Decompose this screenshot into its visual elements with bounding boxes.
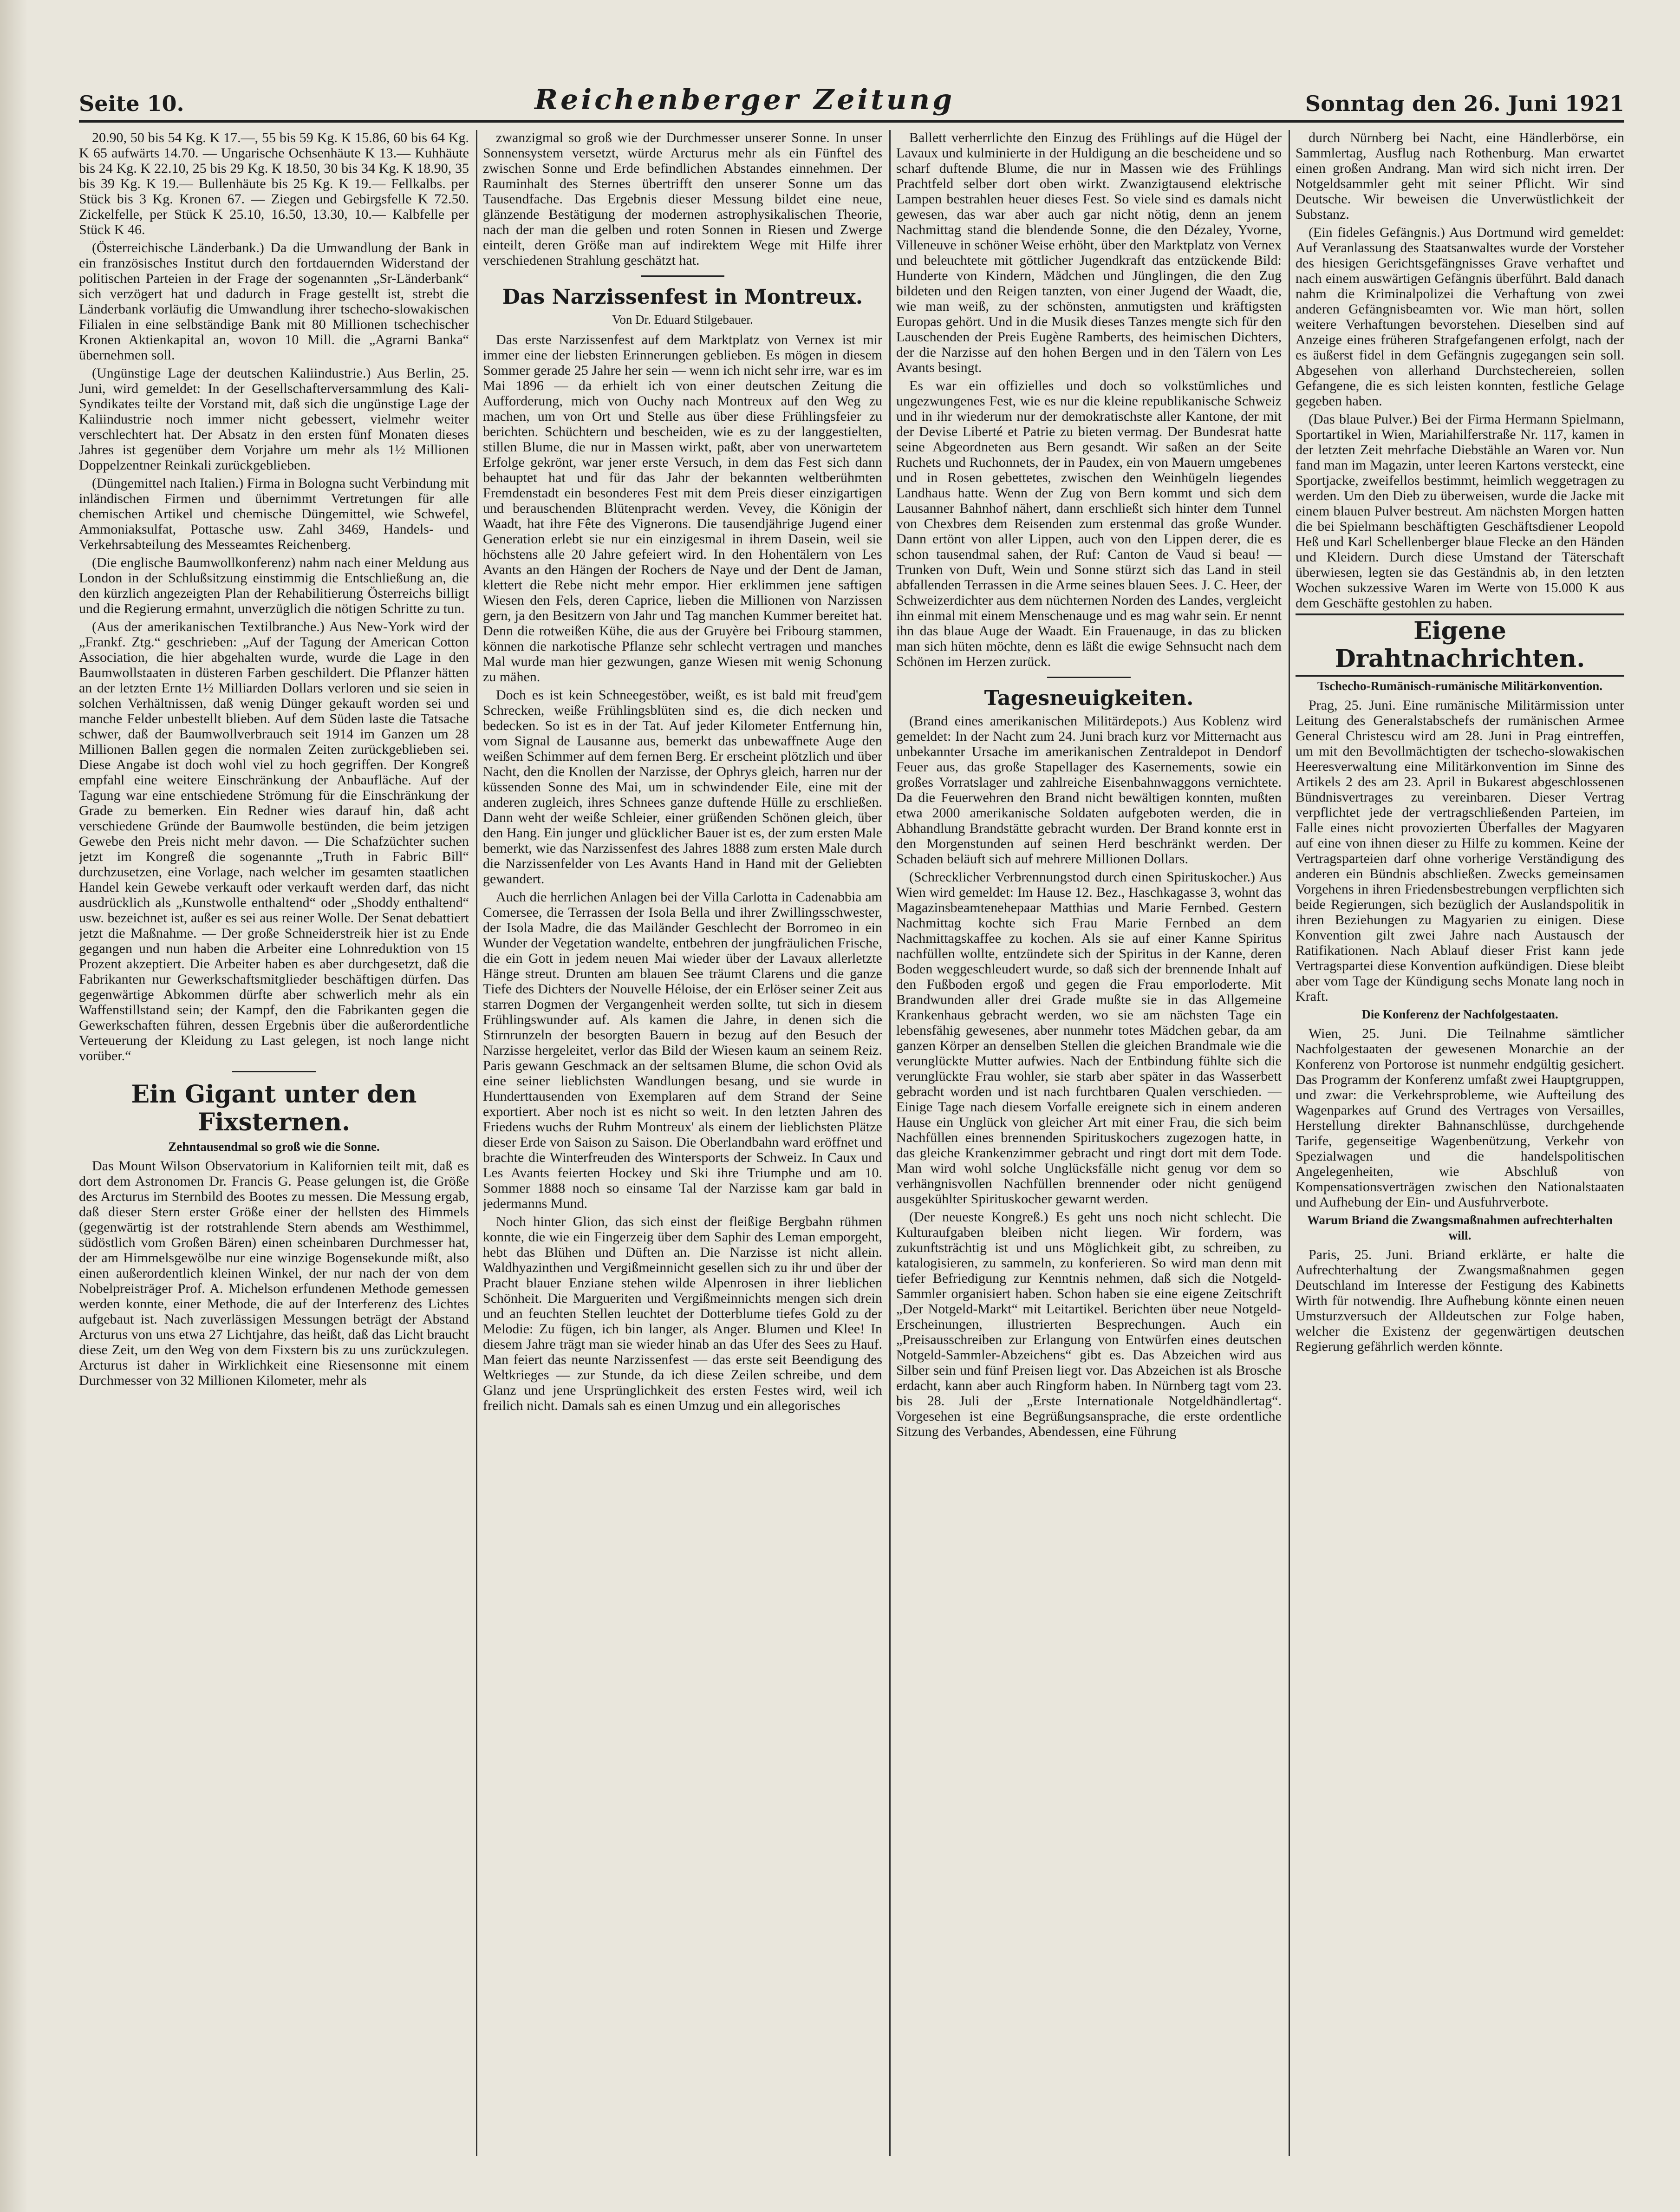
article-subheadline: Tschecho-Rumänisch-rumänische Militärkonvention. (1317, 679, 1603, 693)
article-paragraph: zwanzigmal so groß wie der Durchmesser unserer Sonne. In unser Sonnensystem versetzt, würde Arcturus mehr als ein Fünftel des zwischen Sonne und Erde befindlichen Abstandes einnehmen. Der Rauminhalt des Sternes übertrifft den unserer Sonne um das Tausendfache. Das Ergebnis dieser Messung bildet eine neue, glänzende Bestätigung der modernen astrophysikalischen Theorie, nach der man die gelben und roten Sonnen in Riesen und Zwerge einteilt, deren Größe man auf indirektem Wege mit Hilfe ihrer verschiedenen Strahlung geschätzt hat. (483, 130, 882, 268)
column-2 (483, 130, 882, 2156)
article-subheadline: Zehntausendmal so groß wie die Sonne. (168, 1140, 380, 1154)
wire-report: Paris, 25. Juni. Briand erklärte, er halte die Aufrechterhaltung der Zwangsmaßnahmen gegen Deutschland im Interesse der Festigung des Kabinetts Wirth für notwendig. Ihre Aufhebung könnte einen neuen Umsturzversuch der Alldeutschen zur Folge haben, welcher die Existenz der gegenwärtigen deutschen Regierung gefährlich werden könnte. (1296, 1247, 1624, 1354)
article-paragraph: Das Mount Wilson Observatorium in Kalifornien teilt mit, daß es dort dem Astronomen Dr. Francis G. Pease gelungen ist, die Größe des Arcturus im Sternbild des Bootes zu messen. Die Messung ergab, daß dieser Stern erster Größe einer der hellsten des Himmels (gegenwärtig ist der rotstrahlende Stern abends am Westhimmel, südöstlich vom Großen Bären) einen scheinbaren Durchmesser hat, der am Himmelsgewölbe nur eine winzige Bogensekunde mißt, also einen außerordentlich kleinen Winkel, der nur nach der von dem Nobelpreisträger Prof. A. Michelson erfundenen Methode gemessen werden konnte, einer Methode, die auf der Interferenz des Lichtes aufgebaut ist. Nach zuverlässigen Messungen beträgt der Abstand Arcturus von uns etwa 27 Lichtjahre, das heißt, daß das Licht braucht diese Zeit, um den Weg von dem Fixstern bis zu uns zurückzulegen. Arcturus ist daher in Wirklichkeit eine Riesensonne mit einem Durchmesser von 32 Millionen Kilometer, mehr als (79, 1158, 469, 1388)
section-divider (641, 275, 724, 277)
section-divider (232, 1071, 316, 1072)
article-paragraph: Doch es ist kein Schneegestöber, weißt, es ist bald mit freud'gem Schrecken, weiße Frühlingsblüten sind es, die dich necken und bedecken. So ist es in der Tat. Auf jeder Kilometer Entfernung hin, vom Signal de Lausanne aus, bemerkt das unbewaffnete Auge den weißen Schimmer auf dem fernen Berg. Er erscheint plötzlich und über Nacht, den die Knollen der Narzisse, der Ophrys gleich, harren nur der küssenden Sonne des Mai, um in schwindender Eile, eine mit der anderen zugleich, ihres Schnees ganze duftende Hülle zu erschließen. Dann weht der weiße Schleier, einer grüßenden Schönen gleich, über den Hang. Ein junger und glücklicher Bauer ist es, der zum ersten Male bemerkt, wie das Narzissenfest des Jahres 1888 zum ersten Male durch die Narzissenfelder von Les Avants Hand in Hand mit der Geliebten gewandert. (483, 687, 882, 887)
article-paragraph: Auch die herrlichen Anlagen bei der Villa Carlotta in Cadenabbia am Comersee, die Terrassen der Isola Bella und ihrer Zwillingsschwester, der Isola Madre, die das Mailänder Geschlecht der Borromeo in ein Wunder der Vegetation wandelte, entbehren der jungfräulichen Frische, die ein Gott in jedem neuen Mai wieder über der Lavaux allerletzte Hänge streut. Drunten am blauen See träumt Clarens und die ganze Tiefe des Dichters der Nouvelle Héloise, der ein Erlöser seiner Zeit aus starren Dogmen der Vergangenheit werden sollte, tut sich in diesem Frühlingswunder auf. Als kamen die Jahre, in denen sich die Stirnrunzeln der besorgten Bauern in bezug auf den Besuch der Narzisse hergeleitet, verlor das Bild der Wiesen kaum an seinem Reiz. Paris gewann Geschmack an der seltsamen Blume, die schon Ovid als eine seiner lieblichsten Wandlungen besang, und sie wurde in Hunderttausenden von Exemplaren auf dem Strand der Seine exportiert. Aber noch ist es nicht so weit. In den letzten Jahren des Friedens wuchs der Ruhm Montreux' als einem der lieblichsten Plätze dieser Erde von Saison zu Saison. Die Oberlandbahn ward eröffnet und brachte die Winterfreuden des Wintersports der Schweiz. In Caux und Les Avants feierten Hockey und Ski ihre Triumphe und am 10. Sommer 1888 noch so einsame Tal der Narzisse kam gar bald in jedermanns Mund. (483, 889, 882, 1211)
issue-date: Sonntag den 26. Juni 1921 (1305, 91, 1624, 116)
column-3 (896, 130, 1282, 2156)
news-item: (Österreichische Länderbank.) Da die Umwandlung der Bank in ein französisches Institut durch den fortdauernden Widerstand der politischen Parteien in der Frage der sogenannten „Sr-Länderbank“ sich verzögert hat und dadurch in Frage gestellt ist, strebt die Länderbank vorläufig die Umwandlung ihrer tschecho-slowakischen Filialen in eine selbständige Bank mit 80 Millionen tschechischer Kronen Aktienkapital an, wovon 10 Mill. die „Agrarni Banka“ übernehmen soll. (79, 240, 469, 363)
article-paragraph: Ballett verherrlichte den Einzug des Frühlings auf die Hügel der Lavaux und kulminierte in der Huldigung an die bescheidene und so scharf duftende Blume, die nur in Massen wie des Frühlings Prachtfeld selber dort oben wirkt. Zwanzigtausend elektrische Lampen bestrahlen heuer dieses Fest. So viele sind es damals nicht gewesen, das war aber auch gar nicht nötig, denn an jenem Nachmittag stand die blendende Sonne, die den Dézaley, Yvorne, Villeneuve in schöner Weise erhöht, über den Marktplatz von Vernex und beleuchtete mit göttlicher Jugendkraft das entzückende Bild: Hunderte von Kindern, Mädchen und Jünglingen, die den Zug bildeten und den Reigen tanzten, von einer Jugend der Waadt, die, wie man weiß, zu der schönsten, anmutigsten und kräftigsten Europas gehört. Und in die Musik dieses Tanzes mengte sich für den Lauschenden der Preis Eugène Ramberts, des heimischen Dichters, der die Narzisse auf den hohen Bergen und in den Tälern von Les Avants besingt. (896, 130, 1282, 375)
news-item: (Aus der amerikanischen Textilbranche.) Aus New-York wird der „Frankf. Ztg.“ geschrieben: „Auf der Tagung der American Cotton Association, die hier abgehalten wurde, wurde die Lage in den Baumwollstaaten in düsteren Farben geschildert. Die Pflanzer hätten an der letzten Ernte 1½ Milliarden Dollars verloren und sie seien in solchen Verhältnissen, daß wenig Dünger gekauft worden sei und manche Felder unbestellt blieben. Auf dem Süden laste die Tatsache schwer, daß der Baumwollverbrauch seit 1914 im Ganzen um 28 Millionen Ballen gegen die normalen Zeiten zurückgeblieben sei. Diese Angabe ist doch wohl viel zu hoch gegriffen. Der Kongreß empfahl eine weitere Einschränkung der Anbaufläche. Auf der Tagung war eine entschiedene Strömung für die Einschränkung der Grade zu bemerken. Ein Redner wies darauf hin, daß acht verschiedene Gründe der Baumwolle bestünden, die beim jetzigen Gewebe den Preis nicht mehr davon. — Die Schafzüchter suchen jetzt im Kongreß die sogenannte „Truth in Fabric Bill“ durchzusetzen, eine Vorlage, nach welcher im gesamten staatlichen Handel kein Gewebe verkauft oder verkauft werden darf, das nicht ausdrücklich als „Kunstwolle enthaltend“ oder „Shoddy enthaltend“ usw. bezeichnet ist, außer es sei aus reiner Wolle. Der Senat debattiert jetzt die Maßnahme. — Der große Schneiderstreik hier ist zu Ende gegangen und nun haben die Arbeiter eine Lohnreduktion von 15 Prozent akzeptiert. Die Arbeiter haben es aber durchgesetzt, daß die Fabrikanten nur Gewerkschaftsmitglieder beschäftigen dürfen. Das gegenwärtige Abkommen dürfte aber schwerlich mehr als ein Waffenstillstand sein; der Kampf, den die Fabrikanten gegen die Gewerkschaften führen, dessen Ergebnis über die außerordentliche Verteuerung der Kleidung zu Last gelegen, ist noch lange nicht vorüber.“ (79, 619, 469, 1064)
header-rule (79, 120, 1624, 123)
article-headline: Das Narzissenfest in Montreux. (502, 285, 863, 309)
section-headline: Tagesneuigkeiten. (984, 686, 1194, 710)
page-number: Seite 10. (79, 91, 184, 116)
page-header (79, 70, 1624, 116)
column-divider (476, 130, 477, 2156)
article-paragraph: Noch hinter Glion, das sich einst der fleißige Bergbahn rühmen konnte, die wie ein Fingerzeig über dem Saphir des Leman emporgeht, hebt das Blühen und Düften an. Die Narzisse ist nicht allein. Waldhyazinthen und Vergißmeinnicht gesellen sich zu ihr und über der Pracht blauer Enziane stehen wilde Alpenrosen in ihrer lieblichen Schönheit. Die Margueriten und Vergißmeinnichts mengen sich drein und an feuchten Stellen leuchtet der Dotterblume tiefes Gold zu der Melodie: Zu fügen, ich bin langer, als Anger. Blumen und Klee! In diesem Jahre trägt man sie wieder hinab an das Ufer des Sees zu Hauf. Man feiert das neunte Narzissenfest — das erste seit Beendigung des Weltkrieges — zur Stunde, da ich diese Zeilen schreibe, und dem Glanz und jene Ursprünglichkeit des ersten Festes wird, weil ich freilich nicht. Damals sah es einen Umzug und ein allegorisches (483, 1214, 882, 1413)
news-item: (Ungünstige Lage der deutschen Kaliindustrie.) Aus Berlin, 25. Juni, wird gemeldet: In der Gesellschafterversammlung des Kali-Syndikates teilte der Vorstand mit, daß sich die ungünstige Lage der Kaliindustrie noch immer nicht gebessert, vielmehr weiter verschlechtert hat. Der Absatz in den ersten fünf Monaten dieses Jahres ist gegenüber dem Vorjahre um mehr als 1½ Millionen Doppelzentner Reinkali zurückgeblieben. (79, 365, 469, 473)
news-item: (Der neueste Kongreß.) Es geht uns noch nicht schlecht. Die Kulturaufgaben bleiben nicht liegen. Wir fordern, was zukunftsträchtig ist und uns Möglichkeit gibt, zu schreiben, zu katalogisieren, zu sammeln, zu konferieren. So wird man denn mit tiefer Befriedigung zur Kenntnis nehmen, daß sich die Notgeld-Sammler organisiert haben. Schon haben sie eine eigene Zeitschrift „Der Notgeld-Markt“ mit Leitartikel. Berichten über neue Notgeld-Erscheinungen, illustrierten Besprechungen. Auch ein „Preisausschreiben zur Erlangung von Entwürfen eines deutschen Notgeld-Sammler-Abzeichens“ gibt es. Das Abzeichen wird aus Silber sein und fünf Preisen liegt vor. Das Abzeichen ist als Brosche erdacht, kann aber auch Ringform haben. In Nürnberg tagt vom 23. bis 28. Juli der „Erste Internationale Notgeldhändlertag“. Vorgesehen ist eine Begrüßungsansprache, die erste ordentliche Sitzung des Verbandes, Abendessen, eine Führung (896, 1209, 1282, 1439)
article-paragraph: Das erste Narzissenfest auf dem Marktplatz von Vernex ist mir immer eine der liebsten Erinnerungen geblieben. Es mögen in diesem Sommer gerade 25 Jahre her sein — wenn ich nicht sehr irre, war es im Mai 1896 — da erhielt ich von einer deutschen Zeitung die Aufforderung, mich von Ouchy nach Montreux auf den Weg zu machen, um von Ort und Stelle aus über diese Frühlingsfeier zu berichten. Schüchtern und bescheiden, wie es zu der langgestielten, stillen Blume, die nur in Massen wirkt, paßt, aber von unerwartetem Erfolge gekrönt, war jener erste Versuch, in dem das Fest sich dann behauptet hat und für das Jahr der bekannten weltberühmten Fremdenstadt ein besonderes Fest mit dem Preis dieser einzigartigen und berauschenden Blütenpracht werden. Vevey, die Königin der Waadt, hat ihre Fête des Vignerons. Die tausendjährige Jugend einer Generation erlebt sie nur ein einzigesmal in ihrem Dasein, weil sie höchstens alle 20 Jahre gefeiert wird. In den Hohentälern von Les Avants an den Hängen der Rochers de Naye und der Dent de Jaman, klettert die Rebe nicht mehr empor. Hier erklimmen jene saftigen Wiesen den Fels, deren Caprice, lieben die Millionen von Narzissen gern, ja den Besitzern von Jahr und Tag manchen Kummer bereitet hat. Denn die rotweißen Kühe, die aus der Gruyère bei Fribourg stammen, können die narkotische Pflanze sehr schlecht vertragen und manches Mal wurde man hier gezwungen, ganze Wiesen mit wenig Schonung zu mähen. (483, 332, 882, 685)
wire-report: Wien, 25. Juni. Die Teilnahme sämtlicher Nachfolgestaaten der gewesenen Monarchie an der Konferenz von Portorose ist nunmehr endgültig gesichert. Das Programm der Konferenz umfaßt zwei Hauptgruppen, und zwar: die Verkehrsprobleme, wie Aufteilung des Wagenparkes auf Grund des Vertrages von Versailles, Herstellung direkter Bahnanschlüsse, durchgehende Tarife, gegenseitige Wagenbenützung, Verkehr von Spezialwagen und die handelspolitischen Angelegenheiten, wie Abschluß von Kompensationsverträgen zwischen den Nationalstaaten und Aufhebung der Ein- und Ausfuhrverbote. (1296, 1026, 1624, 1210)
news-item: (Das blaue Pulver.) Bei der Firma Hermann Spielmann, Sportartikel in Wien, Mariahilferstraße Nr. 117, kamen in der letzten Zeit mehrfache Diebstähle an Waren vor. Nun fand man im Magazin, unter leeren Kartons versteckt, eine Sportjacke, zweifellos bestimmt, heimlich weggetragen zu werden. Um den Dieb zu überweisen, wurde die Jacke mit einem blauen Pulver bestreut. Am nächsten Morgen hatten die bei Spielmann beschäftigten Geschäftsdiener Leopold Heß und Karl Schellenberger blaue Flecke an den Händen und Kleidern. Durch diese Umstand der Täterschaft überwiesen, legten sie das Geständnis ab, in den letzten Wochen sukzessive Waren im Werte von 15.000 K aus dem Geschäfte gestohlen zu haben. (1296, 411, 1624, 611)
news-item: (Düngemittel nach Italien.) Firma in Bologna sucht Verbindung mit inländischen Firmen und übernimmt Vertretungen für alle chemischen Artikel und chemische Düngemittel, wie Schwefel, Ammoniaksulfat, Pottasche usw. Zahl 3469, Handels- und Verkehrsabteilung des Messeamtes Reichenberg. (79, 476, 469, 552)
section-divider (1047, 677, 1131, 678)
article-subheadline: Die Konferenz der Nachfolgestaaten. (1361, 1007, 1558, 1021)
article-byline: Von Dr. Eduard Stilgebauer. (612, 313, 753, 326)
news-item: (Ein fideles Gefängnis.) Aus Dortmund wird gemeldet: Auf Veranlassung des Staatsanwaltes wurde der Vorsteher des hiesigen Gerichtsgefängnisses Grave verhaftet und nach einem auswärtigen Gefängnis überführt. Bald danach nahm die Kriminalpolizei die Verhaftung von zwei anderen Gefängnisbeamten vor. Wie man hört, sollen weitere Verhaftungen bevorstehen. Dieselben sind auf Anzeige eines früheren Strafgefangenen erfolgt, nach der es äußerst fidel in dem Gefängnis zugegangen sein soll. Abgesehen von allerhand Durchstechereien, sollen Gefangene, die es sich leisten konnten, festliche Gelage gegeben haben. (1296, 225, 1624, 409)
news-item: (Schrecklicher Verbrennungstod durch einen Spirituskocher.) Aus Wien wird gemeldet: Im Hause 12. Bez., Haschkagasse 3, wohnt das Magazinsbeamtenehepaar Matthias und Marie Fernbed. Gestern Nachmittag kochte sich Frau Marie Fernbed an dem Nachmittagskaffee zu kochen. Als sie auf einer Kanne Spiritus nachfüllen wollte, entzündete sich der Spiritus in der Kanne, deren Boden weggeschleudert wurde, so daß sich der brennende Inhalt auf den Fußboden ergoß und gegen die Frau emporloderte. Mit Brandwunden aller drei Grade mußte sie in das Allgemeine Krankenhaus gebracht werden, wo sie am nächsten Tage ein lebensfähig gewesenes, aber nunmehr totes Mädchen gebar, da am ganzen Körper an denselben Stellen die gleichen Brandmale wie die verunglückte Mutter aufwies. Nach der Entbindung fühlte sich die verunglückte Frau wohler, sie starb aber später in das Wasserbett gebracht worden und ist nach furchtbaren Qualen verschieden. — Einige Tage nach diesem Vorfalle ereignete sich in einem anderen Hause ein Unglück von gleicher Art mit einer Frau, die sich beim Nachfüllen eines brennenden Spirituskochers zugezogen hatte, in das gleiche Krankenzimmer gebracht und ringt dort mit dem Tode. Man wird wohl solche Unglücksfälle nicht genug vor dem so verhängnisvollen Nachfüllen brennender oder nicht genügend ausgekühlter Spirituskocher gewarnt werden. (896, 869, 1282, 1207)
section-header-box (1296, 613, 1624, 677)
column-4 (1296, 130, 1624, 2156)
column-divider (1289, 130, 1290, 2156)
market-report-paragraph: 20.90, 50 bis 54 Kg. K 17.—, 55 bis 59 Kg. K 15.86, 60 bis 64 Kg. K 65 aufwärts 14.70. — Ungarische Ochsenhäute K 13.— Kuhhäute bis 24 Kg. K 22.10, 25 bis 29 Kg. K 18.50, 30 bis 34 Kg. K 18.90, 35 bis 39 Kg. K 19.— Bullenhäute bis 25 Kg. K 19.— Fellkalbs. per Stück bis 3 Kg. Kronen 67. — Ziegen und Gebirgsfelle K 72.50. Zickelfelle, per Stück K 25.10, 16.50, 13.30, 10.— Kalbfelle per Stück K 46. (79, 130, 469, 237)
section-headline: Eigene Drahtnachrichten. (1335, 617, 1585, 673)
column-divider (889, 130, 891, 2156)
page-fold-shadow (0, 0, 28, 2212)
wire-report: Prag, 25. Juni. Eine rumänische Militärmission unter Leitung des Generalstabschefs der rumänischen Armee General Christescu wird am 28. Juni in Prag eintreffen, um mit den Bevollmächtigten der tschecho-slowakischen Heeresverwaltung eine Militärkonvention im Sinne des Artikels 2 des am 23. April in Bukarest abgeschlossenen Bündnisvertrages zu vereinbaren. Dieser Vertrag verpflichtet jede der vertragschließenden Parteien, im Falle eines nicht provozierten Überfalles der Magyaren auf eine von ihnen dieser zu Hilfe zu kommen. Keine der Vertragsparteien darf ohne vorherige Verständigung des anderen ein Bündnis abschließen. Zwecks gemeinsamen Vorgehens in ihren Friedensbestrebungen verpflichten sich beide Regierungen, sich bezüglich der Auslandspolitik in ihren Beziehungen zu Magyarien zu einigen. Diese Konvention gilt zwei Jahre nach Austausch der Ratifikationen. Nach Ablauf dieser Frist kann jede Vertragspartei diese Konvention aufkündigen. Diese bleibt aber vom Tage der Kündigung sechs Monate lang noch in Kraft. (1296, 698, 1624, 1004)
article-paragraph: Es war ein offizielles und doch so volkstümliches und ungezwungenes Fest, wie es nur die kleine republikanische Schweiz und in ihr wiederum nur der demokratischste aller Kantone, der mit der Devise Liberté et Patrie zu bieten vermag. Der Bundesrat hatte seine Abgeordneten aus Bern gesandt. Wir saßen an der Seite Ruchets und Ruchonnets, der in Paudex, ein von Mauern umgebenes und in Rosen gebettetes, zwischen den Weinhügeln liegendes Landhaus hatte. Wenn der Zug von Bern kommt und sich dem Lausanner Bahnhof nähert, dann erschließt sich hinter dem Tunnel von Chexbres dem Reisenden zum erstenmal das große Wunder. Dann ertönt von aller Lippen, auch von den Lippen derer, die es schon tausendmal sahen, der Ruf: Canton de Vaud si beau! — Trunken von Duft, Wein und Sonne stürzt sich das Land in steil abfallenden Terrassen in die Arme seines blauen Sees. J. C. Heer, der Schweizerdichter aus dem nüchternen Norden des Landes, vergleicht ihn einmal mit einem Menschenauge und es mag wahr sein. Er nennt ihn das blaue Auge der Waadt. Ein Frauenauge, in das zu blicken man sich hüten möchte, denn es läßt die ewige Sehnsucht nach dem Schönen im Herzen zurück. (896, 378, 1282, 669)
masthead-title: Reichenberger Zeitung (534, 84, 955, 116)
news-item: (Brand eines amerikanischen Militärdepots.) Aus Koblenz wird gemeldet: In der Nacht zum 24. Juni brach kurz vor Mitternacht aus unbekannter Ursache im amerikanischen Zentraldepot in Dendorf Feuer aus, das große Stapellager des Kasernements, sowie ein großes Vorratslager und zahlreiche Eisenbahnwaggons vernichtete. Da die Feuerwehren den Brand nicht bewältigen konnten, mußten etwa 2000 amerikanische Soldaten aufgeboten werden, die in Abhandlung Brandstätte gebracht wurden. Der Brand konnte erst in den Morgenstunden auf seinen Herd beschränkt werden. Der Schaden beläuft sich auf mehrere Millionen Dollars. (896, 713, 1282, 867)
column-1 (79, 130, 469, 2156)
article-headline: Ein Gigant unter den Fixsternen. (131, 1080, 417, 1136)
article-subheadline: Warum Briand die Zwangsmaßnahmen aufrechterhalten will. (1307, 1213, 1613, 1242)
news-item: (Die englische Baumwollkonferenz) nahm nach einer Meldung aus London in der Schlußsitzung einstimmig die Entschließung an, die den kürzlich angezeigten Plan der Rehabilitierung Österreichs billigt und die Regierung ermahnt, unverzüglich die nötigen Schritte zu tun. (79, 555, 469, 616)
news-item: durch Nürnberg bei Nacht, eine Händlerbörse, ein Sammlertag, Ausflug nach Rothenburg. Man erwartet einen großen Andrang. Man wird sich nicht irren. Der Notgeldsammler geht mit seiner Pflicht. Wir sind Deutsche. Wir beweisen die Unverwüstlichkeit der Substanz. (1296, 130, 1624, 222)
